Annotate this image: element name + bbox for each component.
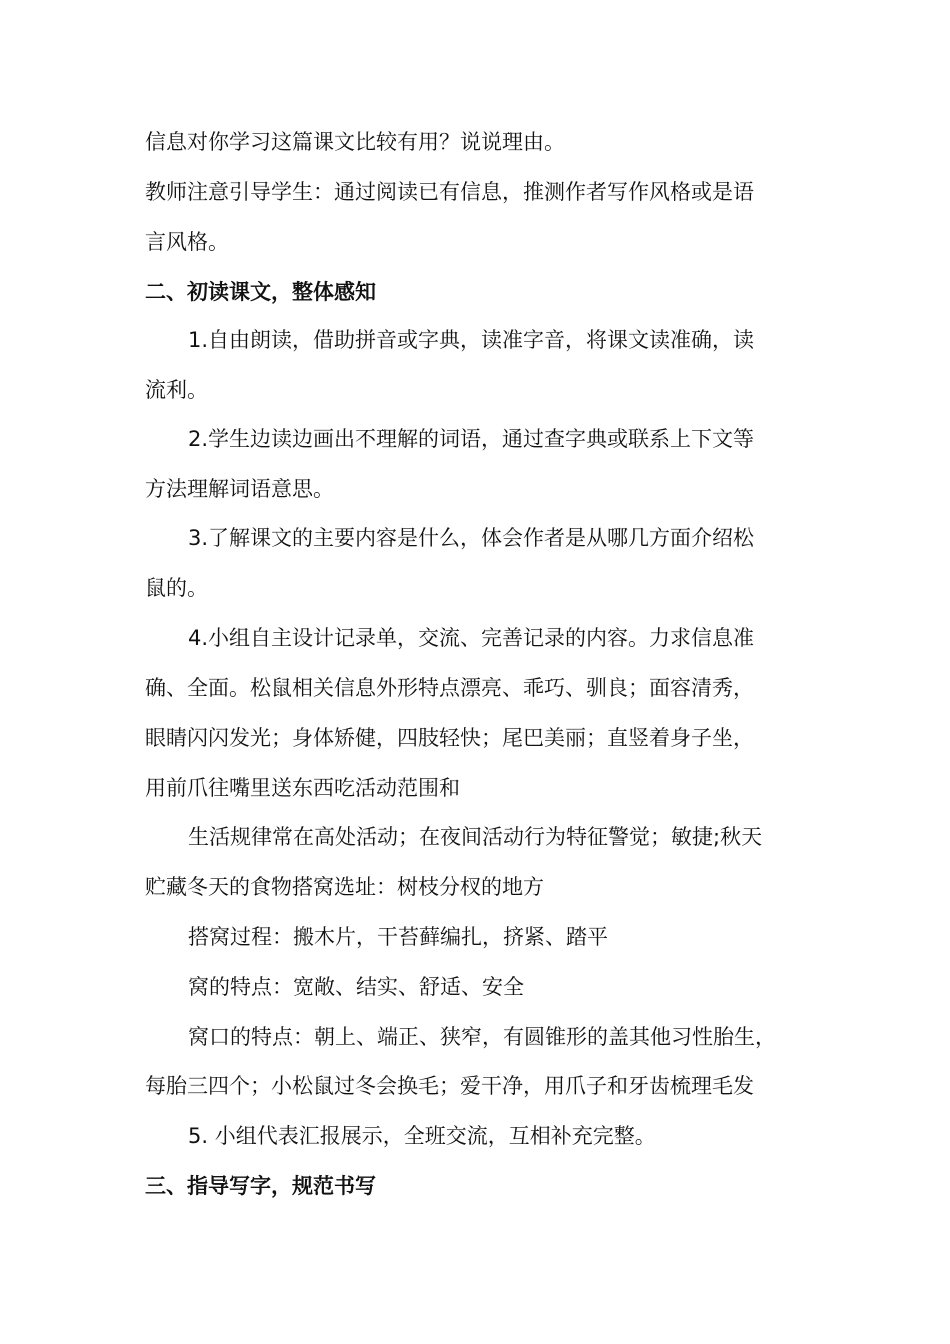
text-line: 方法理解词语意思。 [145, 477, 334, 501]
text-line: 眼睛闪闪发光；身体矫健，四肢轻快；尾巴美丽；直竖着身子坐， [145, 726, 754, 750]
text-line: 信息对你学习这篇课文比较有用？说说理由。 [145, 130, 565, 154]
section-heading: 三、指导写字，规范书写 [145, 1174, 376, 1198]
text-line: 鼠的。 [145, 576, 208, 600]
text-line: 窝的特点：宽敞、结实、舒适、安全 [188, 975, 524, 999]
text-line: 4.小组自主设计记录单，交流、完善记录的内容。力求信息准 [188, 626, 755, 650]
text-line: 2.学生边读边画出不理解的词语，通过查字典或联系上下文等 [188, 427, 755, 451]
text-line: 1.自由朗读，借助拼音或字典，读准字音，将课文读准确，读 [188, 328, 755, 352]
text-line: 5. 小组代表汇报展示，全班交流，互相补充完整。 [188, 1124, 656, 1148]
text-line: 确、全面。松鼠相关信息外形特点漂亮、乖巧、驯良；面容清秀， [145, 676, 754, 700]
section-heading: 二、初读课文，整体感知 [145, 280, 376, 304]
text-line: 每胎三四个；小松鼠过冬会换毛；爱干净，用爪子和牙齿梳理毛发 [145, 1074, 754, 1098]
text-line: 流利。 [145, 378, 208, 402]
text-line: 生活规律常在高处活动；在夜间活动行为特征警觉；敏捷;秋天 [188, 825, 763, 849]
text-line: 言风格。 [145, 230, 229, 254]
text-line: 搭窝过程：搬木片，干苔藓编扎，挤紧、踏平 [188, 925, 608, 949]
text-line: 3.了解课文的主要内容是什么，体会作者是从哪几方面介绍松 [188, 526, 755, 550]
text-line: 窝口的特点：朝上、端正、狭窄，有圆锥形的盖其他习性胎生， [188, 1025, 776, 1049]
text-line: 用前爪往嘴里送东西吃活动范围和 [145, 776, 460, 800]
text-line: 贮藏冬天的食物搭窝选址：树枝分杈的地方 [145, 875, 544, 899]
text-line: 教师注意引导学生：通过阅读已有信息，推测作者写作风格或是语 [145, 180, 754, 204]
